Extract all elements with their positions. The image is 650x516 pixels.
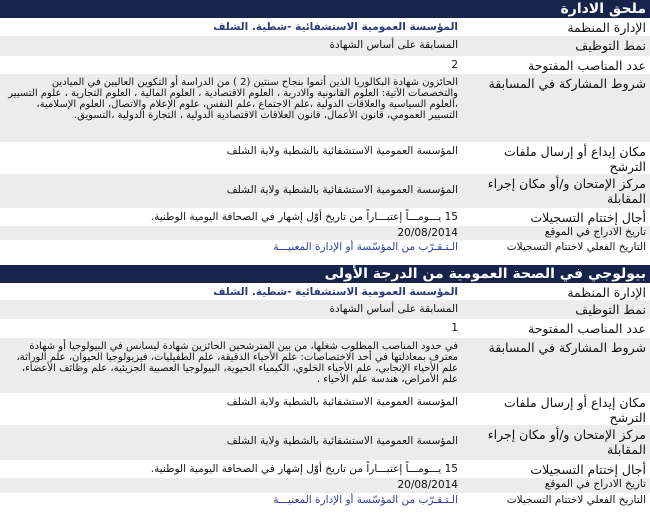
job-title-header: بيولوجي في الصحة العمومية من الدرجة الأولى [0, 265, 650, 283]
table-row [0, 338, 650, 393]
row-label: شروط المشاركة في المسابقة [462, 338, 650, 393]
job-block-2 [0, 265, 650, 508]
table-row [0, 493, 650, 508]
table-row [0, 226, 650, 240]
table-row [0, 319, 650, 338]
row-label: أجال إختتام التسجيلات [462, 460, 650, 478]
exam-center-value: المؤسسة العمومية الاستشفائية بالشطية ولاية الشلف [0, 174, 462, 208]
submission-place-value: المؤسسة العمومية الاستشفائية بالشطية ولاية الشلف [0, 393, 462, 425]
row-label: عدد المناصب المفتوحة [462, 56, 650, 74]
table-row [0, 208, 650, 226]
submission-place-value: المؤسسة العمومية الاستشفائية بالشطية ولاية الشلف [0, 142, 462, 174]
row-label: الإدارة المنظمة [462, 18, 650, 36]
organizer-value: المؤسسة العمومية الاستشفائية -شطية. الشلف [0, 283, 462, 300]
exam-center-value: المؤسسة العمومية الاستشفائية بالشطية ولاية الشلف [0, 425, 462, 460]
actual-closing-value: الـتـقـرّب من المؤسّسة أو الإدارة المعنيـــة [0, 493, 462, 508]
table-row [0, 283, 650, 300]
posting-date-value: 20/08/2014 [0, 478, 462, 493]
table-row [0, 18, 650, 36]
row-label: عدد المناصب المفتوحة [462, 319, 650, 338]
posting-date-value: 20/08/2014 [0, 226, 462, 240]
row-label: الإدارة المنظمة [462, 283, 650, 300]
conditions-value: في حدود المناصب المطلوب شغلها، من بين المترشحين الحائزين شهادة ليسانس في البيولوجيا أو شهادة معترف بمعادلتها في أحد الاختصاصات: علم الأحياء الدقيقة، علم الطفيليات، فيزيولوجيا الحيوان، علم الوراثة، علم الأحياء الإنجابي، علم الأحياء الخلوي، الكيمياء الحيوية، البيولوجيا العصبية الجزيئية، علم وظائف الأعضاء، علم الأمراض، هندسة علم الأحياء . [0, 338, 462, 393]
row-label: نمط التوظيف [462, 300, 650, 319]
table-row [0, 425, 650, 460]
positions-count-value: 1 [0, 319, 462, 338]
table-row [0, 142, 650, 174]
row-label: تاريخ الادراج في الموقع [462, 478, 650, 493]
row-label: تاريخ الادراج في الموقع [462, 226, 650, 240]
deadline-value: 15 يـــومـــاً إعتبـــاراً من تاريخ أوّل إشهار في الصحافة اليومية الوطنية. [0, 460, 462, 478]
job-title-header: ملحق الادارة [0, 0, 650, 18]
row-label: نمط التوظيف [462, 36, 650, 56]
row-label: التاريخ الفعلي لاختتام التسجيلات [462, 240, 650, 256]
row-label: مكان إيداع أو إرسال ملفات الترشح [462, 142, 650, 174]
job-details-table [0, 18, 650, 256]
row-label: مركز الإمتحان و/أو مكان إجراء المقابلة [462, 425, 650, 460]
positions-count-value: 2 [0, 56, 462, 74]
conditions-value: الحائزون شهادة البكالوريا الذين أتموا بنجاح سنتين (2 ) من الدراسة أو التكوين العاليين في الميادين والتخصصات الآتية: العلوم القانونية والادرية ، العلوم الاقتصادية ، العلوم المالية ، العلوم التجارية ، علوم التسيير ،العلوم السياسية والعلاقات الدولية ،علم الاجتماع ،علم النفس، علوم الإعلام والاتصال، العلوم الإسلامية، التسيير العمومي، قانون الأعمال، قانون العلاقات الاقتصادية الدولية ، التجارة الدولية ،التسويق. [0, 74, 462, 142]
job-block-1 [0, 0, 650, 256]
row-label: أجال إختتام التسجيلات [462, 208, 650, 226]
table-row [0, 240, 650, 256]
table-row [0, 56, 650, 74]
row-label: التاريخ الفعلي لاختتام التسجيلات [462, 493, 650, 508]
table-row [0, 74, 650, 142]
job-details-table [0, 283, 650, 508]
actual-closing-value: الـتـقـرّب من المؤسّسة أو الإدارة المعنيـــة [0, 240, 462, 256]
table-row [0, 478, 650, 493]
table-row [0, 36, 650, 56]
recruitment-type-value: المسابقة على أساس الشهادة [0, 36, 462, 56]
row-label: مركز الإمتحان و/أو مكان إجراء المقابلة [462, 174, 650, 208]
table-row [0, 174, 650, 208]
deadline-value: 15 يـــومـــاً إعتبـــاراً من تاريخ أوّل إشهار في الصحافة اليومية الوطنية. [0, 208, 462, 226]
table-row [0, 300, 650, 319]
block-separator [0, 256, 650, 265]
recruitment-type-value: المسابقة على أساس الشهادة [0, 300, 462, 319]
table-row [0, 460, 650, 478]
row-label: مكان إيداع أو إرسال ملفات الترشح [462, 393, 650, 425]
table-row [0, 393, 650, 425]
row-label: شروط المشاركة في المسابقة [462, 74, 650, 142]
organizer-value: المؤسسة العمومية الاستشفائية -شطية. الشلف [0, 18, 462, 36]
